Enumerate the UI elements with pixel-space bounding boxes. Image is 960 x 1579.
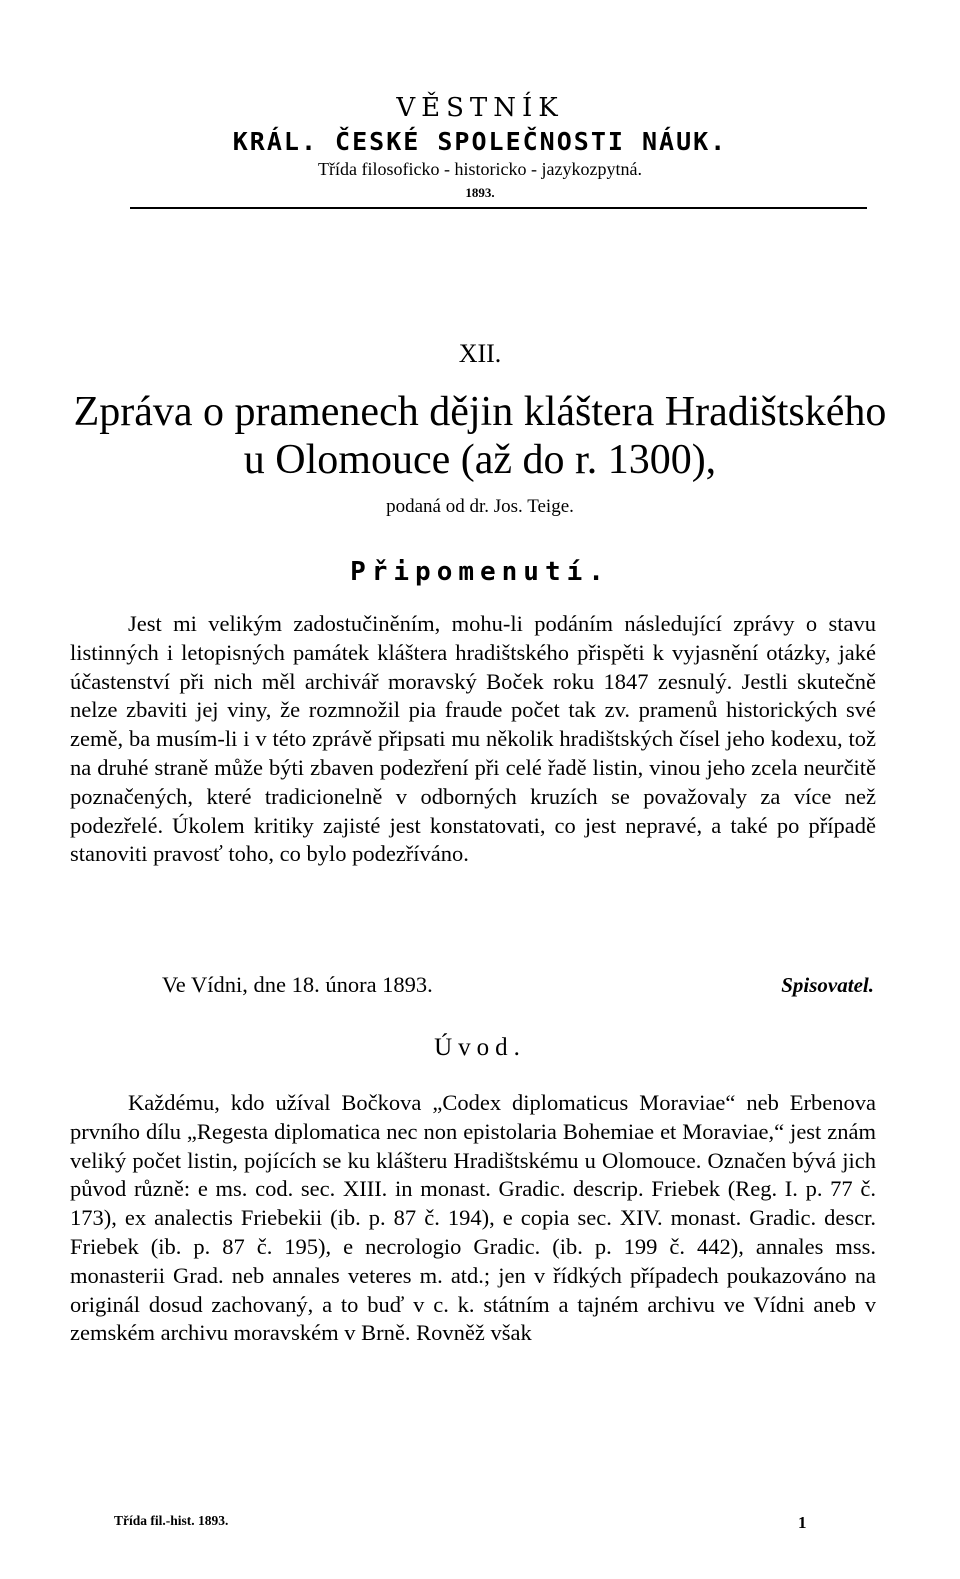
article-title-line-2: u Olomouce (až do r. 1300),	[243, 437, 717, 483]
introduction-heading: Úvod.	[434, 1034, 526, 1061]
footer-signature-mark: Třída fil.-hist. 1893.	[114, 1513, 229, 1528]
header-rule	[130, 207, 867, 209]
article-title-line-1: Zpráva o pramenech dějin kláštera Hradištského	[73, 389, 887, 435]
preface-dateline: Ve Vídni, dne 18. února 1893.	[162, 972, 433, 997]
journal-title: VĚSTNÍK	[396, 93, 564, 123]
article-title	[40, 388, 920, 484]
article-author: podaná od dr. Jos. Teige.	[386, 496, 574, 517]
article-number: XII.	[458, 339, 502, 368]
page-number: 1	[798, 1513, 807, 1532]
society-name: KRÁL. ČESKÉ SPOLEČNOSTI NÁUK.	[232, 127, 728, 156]
preface-paragraph: Jest mi velikým zadostučiněním, mohu-li podáním následující zprávy o stavu listinných i letopisných památek kláštera hradištského přispěti k vyjasnění otázky, jaké účastenství při nich měl archivář moravský Boček roku 1847 zesnulý. Jestli skutečně nelze zbaviti jej viny, že rozmnožil pia fraude počet tak zv. pramenů historických své země, ba musím-li i v této zprávě připsati mu několik hradištských čísel jeho kodexu, tož na druhé straně může býti zbaven podezření při celé řadě listin, vinou jeho zcela neurčitě poznačených, které tradicionelně v odborných kruzích se považovaly za více než podezřelé. Úkolem kritiky zajisté jest konstatovati, co jest nepravé, a také po případě stanoviti pravosť toho, co bylo podezříváno.	[70, 611, 876, 867]
header-year: 1893.	[465, 185, 495, 200]
class-name: Třída filosoficko - historicko - jazykozpytná.	[318, 159, 642, 179]
introduction-paragraph: Každému, kdo užíval Bočkova „Codex diplomaticus Moraviae“ neb Erbenova prvního dílu „Regesta diplomatica nec non epistolaria Bohemiae et Moraviae,“ jest znám veliký počet listin, pojících se ku klášteru Hradištskému u Olomouce. Označen bývá jich původ různě: e ms. cod. sec. XIII. in monast. Gradic. descrip. Friebek (Reg. I. p. 77 č. 173), ex analectis Friebekii (ib. p. 87 č. 194), e copia sec. XIV. monast. Gradic. descr. Friebek (ib. p. 87 č. 195), e necrologio Gradic. (ib. p. 199 č. 442), annales mss. monasterii Grad. neb annales veteres m. atd.; jen v řídkých případech poukazováno na originál dosud zachovaný, a to buď v c. k. státním a tajném archivu ve Vídni aneb v zemském archivu moravském v Brně. Rovněž však	[70, 1090, 876, 1346]
preface-signature: Spisovatel.	[781, 973, 874, 997]
preface-heading: Připomenutí.	[350, 557, 610, 587]
